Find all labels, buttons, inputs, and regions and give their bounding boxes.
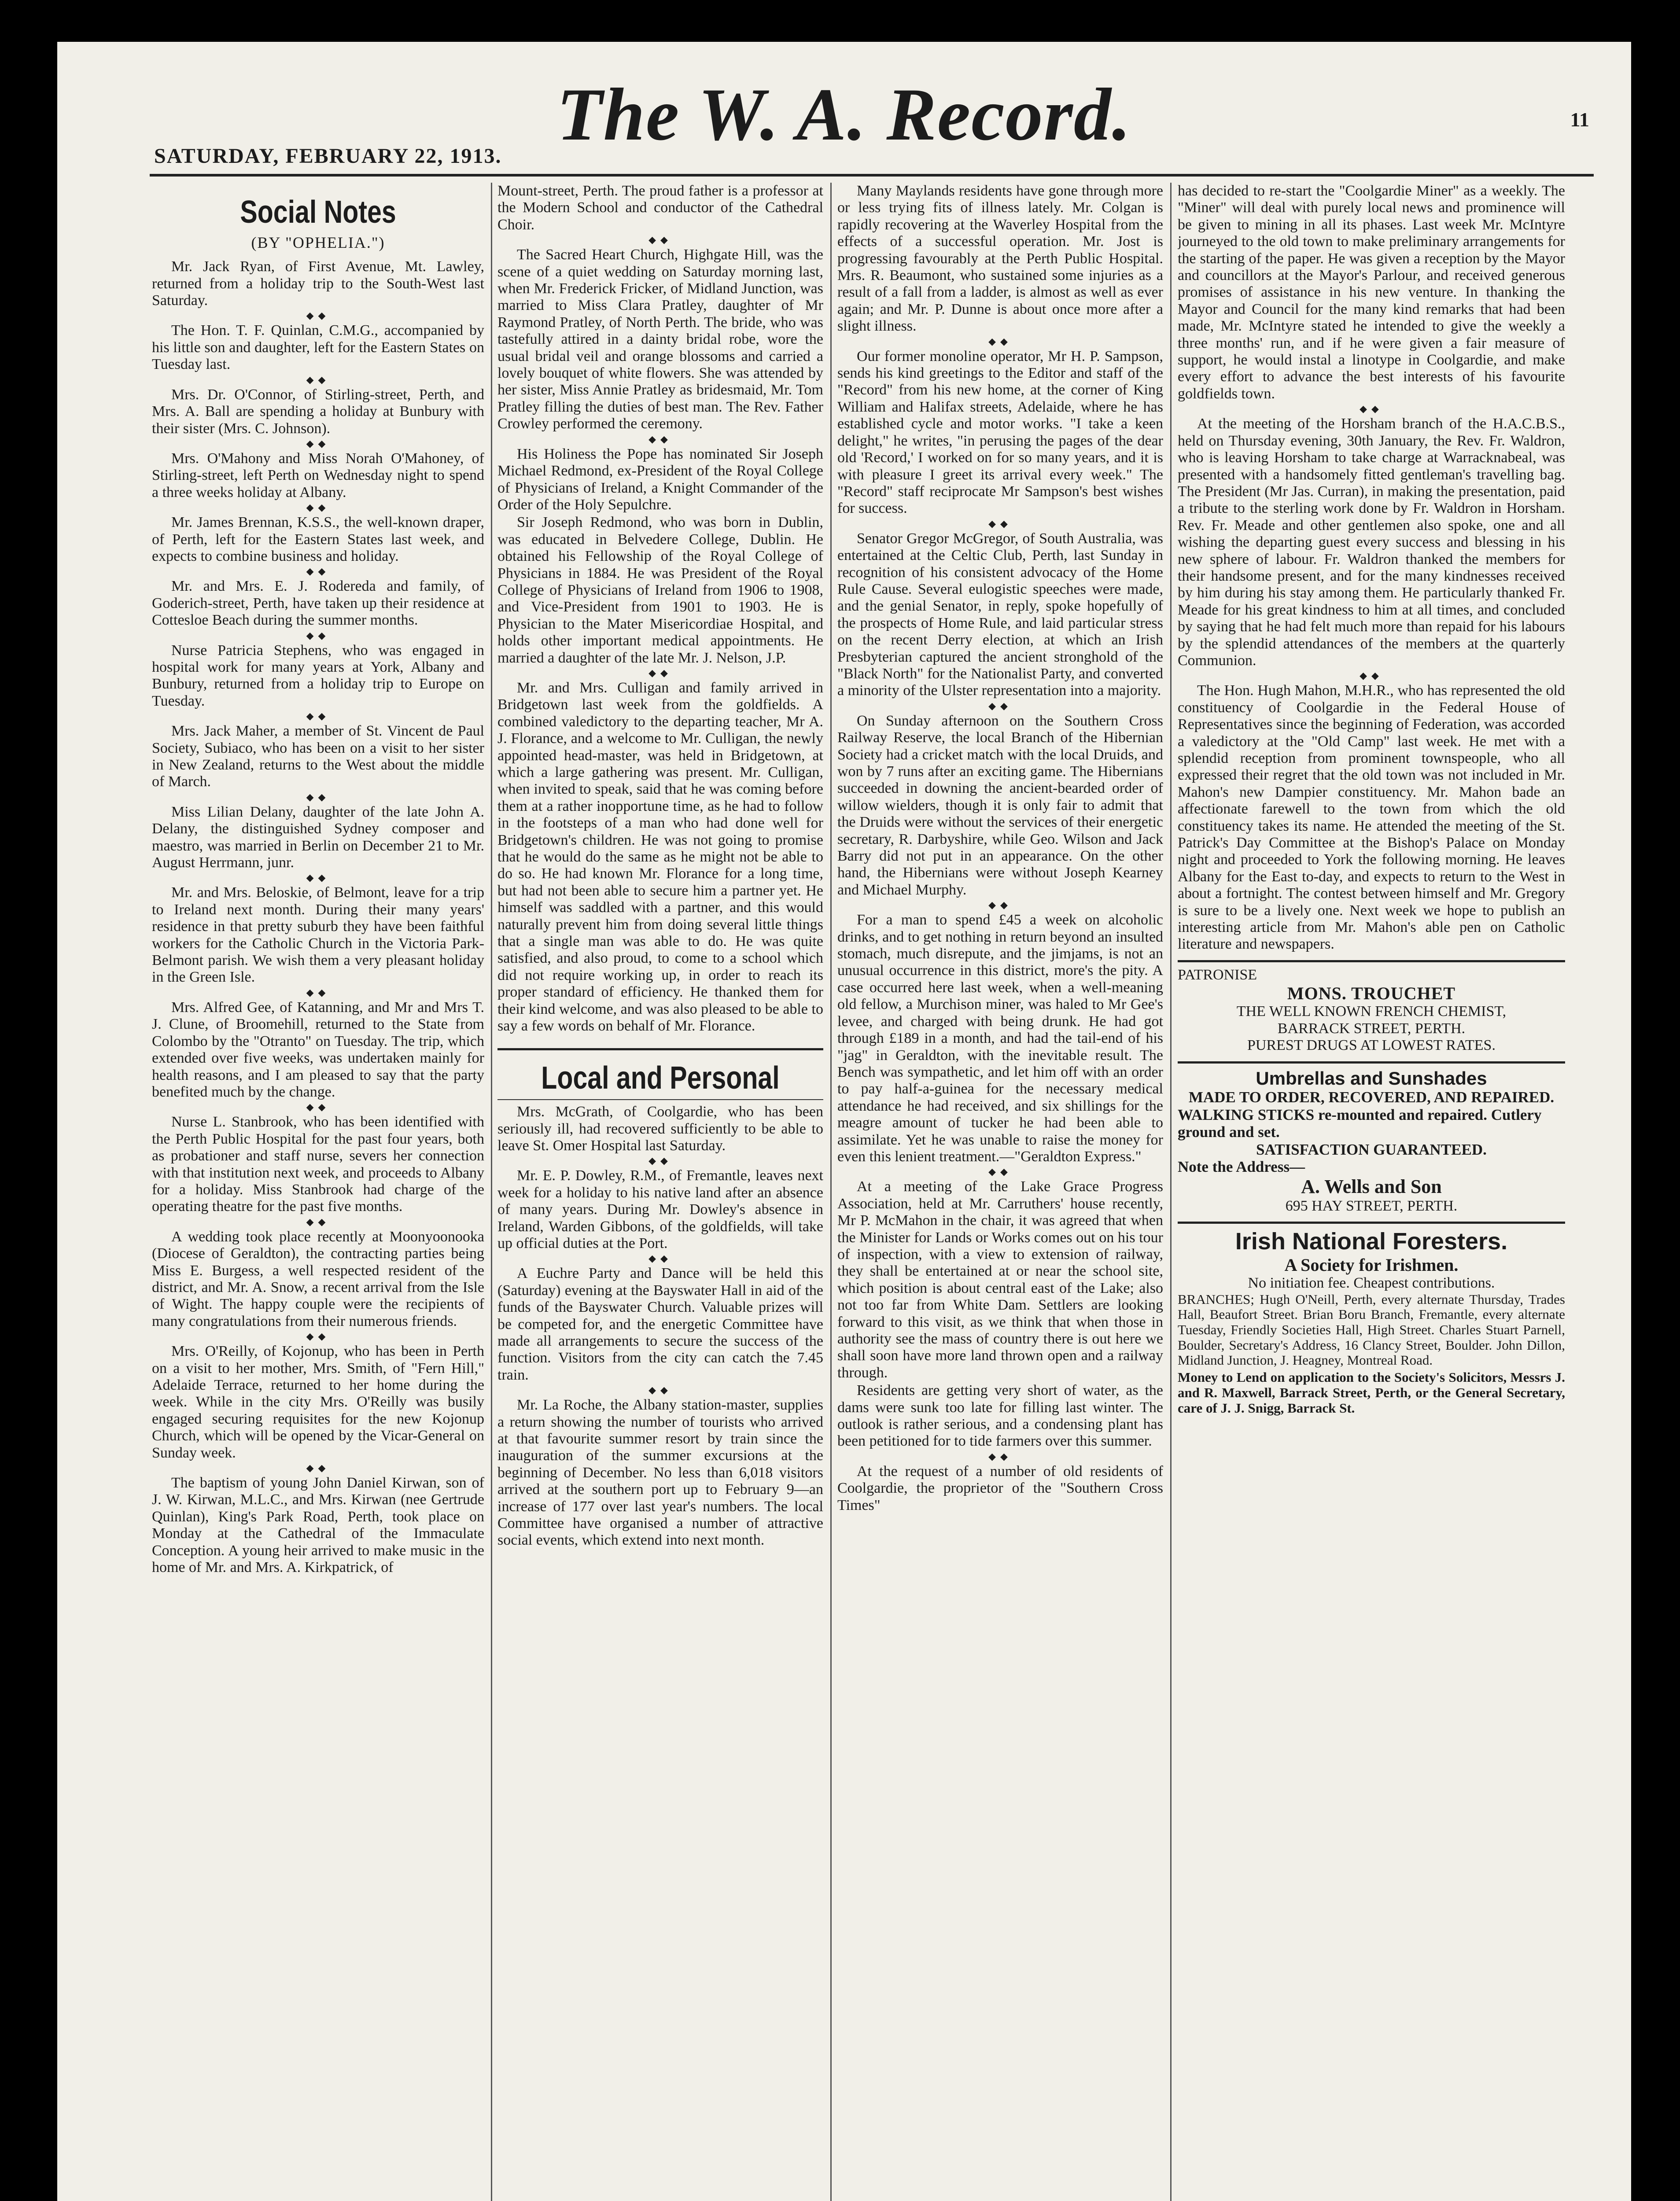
article-paragraph: Mr. E. P. Dowley, R.M., of Fremantle, leaves next week for a holiday to his native land after an absence of many years. During Mr. Dowley's absence in Ireland, Warden Gibbons, of the goldfields, will take up official duties at the Port. (497, 1167, 823, 1251)
page-number: 11 (1570, 108, 1589, 131)
article-paragraph: Mrs. O'Reilly, of Kojonup, who has been in Perth on a visit to her mother, Mrs. Smith, of "Fern Hill," Adelaide Terrace, returned to her home during the week. While in the city Mrs. O'Reilly was busily engaged securing requisites for the new Kojonup Church, which will be opened by the Vicar-General on Sunday week. (152, 1343, 484, 1461)
article-paragraph: Mr. and Mrs. Beloskie, of Belmont, leave for a trip to Ireland next month. During their many years' residence in that pretty suburb they have been faithful workers for the Catholic Church in the Victoria Park-Belmont parish. We wish them a very pleasant holiday in the Green Isle. (152, 884, 484, 986)
ornament-divider: ◆◆ (648, 1155, 672, 1167)
article-paragraph: At a meeting of the Lake Grace Progress Association, held at Mr. Carruthers' house recently, Mr P. McMahon in the chair, it was agreed that when the Minister for Lands or Works comes out on his tour of inspection, with a view to extension of railway, they shall be entertained at or near the school site, which position is about central east of the Lake; also not too far from White Dam. Settlers are looking forward to this visit, as we think that when those in authority see the mass of country there is out here we shall soon have more land thrown open and a railway through. (837, 1178, 1163, 1381)
advert-line: SATISFACTION GUARANTEED. (1256, 1141, 1487, 1158)
article-paragraph: Mr. La Roche, the Albany station-master, supplies a return showing the number of tourists who arrived at that favourite summer resort by train since the inauguration of the summer excursions at the beginning of December. No less than 6,018 visitors arrived at the southern port up to February 9—an increase of 177 over last year's numbers. The local Committee have organised a number of attractive social events, which extend into next month. (497, 1397, 823, 1549)
ornament-divider: ◆◆ (1359, 403, 1383, 415)
local-and-personal-heading: Local and Personal (541, 1060, 780, 1096)
article-paragraph: Mr. and Mrs. Culligan and family arrived in Bridgetown last week from the goldfields. A combined valedictory to the departing teacher, Mr A. J. Florance, and a welcome to Mr. Culligan, the newly appointed head-master, was held in Bridgetown, at which a large gathering was present. Mr. Culligan, when invited to speak, said that he was coming before them at a rather inopportune time, as he had to follow in the footsteps of a man who had done well for Bridgetown's children. He was not going to promise that he would do the same as he might not be able to do so. He had known Mr. Florance for a long time, but had not been able to secure him a partner yet. He himself was saddled with a partner, and this would naturally prevent him from doing several little things that a single man was able to do. He was quite satisfied, and also proud, to come to a school which did not require working up, in order to reach its proper standard of efficiency. He thanked them for their kind welcome, and was also pleased to be able to say a few words on behalf of Mr. Florance. (497, 679, 823, 1034)
advert-title: Irish National Foresters. (1235, 1228, 1508, 1255)
ornament-divider: ◆◆ (306, 310, 330, 321)
column-1 (152, 183, 484, 2201)
ornament-divider: ◆◆ (306, 374, 330, 385)
column-2 (497, 183, 823, 2201)
ornament-divider: ◆◆ (648, 433, 672, 445)
advert-line: MADE TO ORDER, RECOVERED, AND REPAIRED. (1188, 1089, 1555, 1106)
social-notes-heading: Social Notes (240, 195, 396, 230)
advert-line: No initiation fee. Cheapest contributions. (1248, 1275, 1495, 1292)
article-paragraph: Mrs. O'Mahony and Miss Norah O'Mahoney, of Stirling-street, left Perth on Wednesday night to spend a three weeks holiday at Albany. (152, 450, 484, 501)
advert-lead: PATRONISE (1178, 966, 1257, 983)
ornament-divider: ◆◆ (306, 629, 330, 641)
advert-name: A. Wells and Son (1301, 1175, 1442, 1197)
article-paragraph: On Sunday afternoon on the Southern Cross Railway Reserve, the local Branch of the Hibernian Society had a cricket match with the local Druids, and won by 7 runs after an exciting game. The Hibernians succeeded in downing the ancient-bearded order of willow wielders, though it is only fair to admit that the Druids were without the services of their energetic secretary, R. Darbyshire, while Geo. Wilson and Jack Barry did not put in an appearance. On the other hand, the Hibernians were without Joseph Kearney and Michael Murphy. (837, 712, 1163, 898)
advert-rule (1178, 1061, 1565, 1064)
advert-rule (1178, 960, 1565, 962)
dateline: SATURDAY, FEBRUARY 22, 1913. (154, 144, 502, 168)
newspaper-page (57, 42, 1631, 2201)
article-paragraph: Mount-street, Perth. The proud father is a professor at the Modern School and conductor of the Cathedral Choir. (497, 183, 823, 233)
article-paragraph: Senator Gregor McGregor, of South Australia, was entertained at the Celtic Club, Perth, last Sunday in recognition of his consistent advocacy of the Home Rule Cause. Several eulogistic speeches were made, and the genial Senator, in reply, spoke hopefully of the prospects of Home Rule, and laid particular stress on the recent Derry election, at which an Irish Presbyterian captured the ancient stronghold of the "Black North" for the Nationalist Party, and converted a minority of the Ulster representation into a majority. (837, 530, 1163, 699)
ornament-divider: ◆◆ (648, 234, 672, 246)
article-paragraph: The Sacred Heart Church, Highgate Hill, was the scene of a quiet wedding on Saturday morning last, when Mr. Frederick Fricker, of Midland Junction, was married to Miss Clara Pratley, daughter of Mr Raymond Pratley, of North Perth. The bride, who was tastefully attired in a dainty bridal robe, wore the usual bridal veil and orange blossoms and carried a lovely bouquet of white flowers. She was attended by her sister, Miss Annie Pratley as bridesmaid, Mr. Tom Pratley filling the duties of best man. The Rev. Father Crowley performed the ceremony. (497, 247, 823, 432)
ornament-divider: ◆◆ (988, 1450, 1012, 1462)
ornament-divider: ◆◆ (1359, 670, 1383, 681)
advert-rule (1178, 1222, 1565, 1224)
ornament-divider: ◆◆ (306, 986, 330, 998)
article-paragraph: Mrs. Jack Maher, a member of St. Vincent de Paul Society, Subiaco, who has been on a visit to her sister in New Zealand, returns to the West about the middle of March. (152, 723, 484, 790)
advert-branches: BRANCHES; Hugh O'Neill, Perth, every alternate Thursday, Trades Hall, Beaufort Street. Brian Boru Branch, Fremantle, every alternate Tuesday, Friendly Societies Hall, High Street. Charles Stuart Parnell, Boulder, Secretary's Address, 16 Clancy Street, Boulder. John Dillon, Midland Junction, J. Heagney, Montreal Road. (1178, 1291, 1565, 1368)
ornament-divider: ◆◆ (988, 335, 1012, 347)
ornament-divider: ◆◆ (988, 899, 1012, 911)
article-paragraph: The baptism of young John Daniel Kirwan, son of J. W. Kirwan, M.L.C., and Mrs. Kirwan (nee Gertrude Quinlan), King's Park Road, Perth, took place on Monday at the Cathedral of the Immaculate Conception. A young heir arrived to make music in the home of Mr. and Mrs. A. Kirkpatrick, of (152, 1475, 484, 1576)
ornament-divider: ◆◆ (306, 710, 330, 722)
section-rule (497, 1099, 823, 1100)
advert-line: PUREST DRUGS AT LOWEST RATES. (1247, 1037, 1496, 1054)
article-paragraph: Our former monoline operator, Mr H. P. Sampson, sends his kind greetings to the Editor and staff of the "Record" from his new home, at the corner of King William and Halifax streets, Adelaide, where he has established cycle and motor works. "I take a keen delight," he writes, "in perusing the pages of the dear old 'Record,' I worked on for so many years, and it is with pleasure I greet its arrival every week." The "Record" staff reciprocate Mr Sampson's best wishes for success. (837, 348, 1163, 517)
column-3 (837, 183, 1163, 2201)
ornament-divider: ◆◆ (648, 667, 672, 678)
ornament-divider: ◆◆ (306, 566, 330, 577)
advert-money: Money to Lend on application to the Society's Solicitors, Messrs J. and R. Maxwell, Barrack Street, Perth, or the General Secretary, care of J. J. Snigg, Barrack St. (1178, 1369, 1565, 1416)
article-paragraph: Mrs. Alfred Gee, of Katanning, and Mr and Mrs T. J. Clune, of Broomehill, returned to the State from Colombo by the "Otranto" on Tuesday. The trip, which extended over five weeks, was undertaken mainly for health reasons, and I am pleased to say that the party benefited much by the change. (152, 999, 484, 1100)
advert-line: THE WELL KNOWN FRENCH CHEMIST, (1236, 1003, 1507, 1020)
ornament-divider: ◆◆ (306, 1101, 330, 1113)
chemist-advert (1178, 967, 1565, 1054)
article-paragraph: A wedding took place recently at Moonyoonooka (Diocese of Geraldton), the contracting parties being Miss E. Burgess, a well respected resident of the district, and Mr. A. Snow, a recent arrival from the Isle of Wight. The happy couple were the recipients of many congratulations from their numerous friends. (152, 1228, 484, 1329)
article-paragraph: has decided to re-start the "Coolgardie Miner" as a weekly. The "Miner" will deal with purely local news and prominence will be given to mining in all its phases. Last week Mr. McIntyre journeyed to the old town to make preliminary arrangements for the starting of the paper. He was given a reception by the Mayor and councillors at the Mayor's Parlour, and received generous promises of assistance in his new venture. In thanking the Mayor and Council for the many kind remarks that had been made, Mr. McIntyre stated he intended to give the weekly a three months' run, and if he were given a fair measure of support, he would instal a linotype in Coolgardie, and make every effort to advance the best interests of his favourite goldfields town. (1178, 183, 1565, 402)
ornament-divider: ◆◆ (306, 1462, 330, 1474)
ornament-divider: ◆◆ (306, 872, 330, 883)
article-paragraph: Mrs. McGrath, of Coolgardie, who has been seriously ill, had recovered sufficiently to be able to leave St. Omer Hospital last Saturday. (497, 1104, 823, 1154)
advert-line: WALKING STICKS re-mounted and repaired. Cutlery ground and set. (1178, 1106, 1542, 1141)
column-rule (491, 183, 492, 2201)
ornament-divider: ◆◆ (988, 700, 1012, 711)
section-rule (497, 1048, 823, 1050)
ornament-divider: ◆◆ (306, 502, 330, 513)
article-paragraph: Residents are getting very short of water, as the dams were sunk too late for filling last winter. The outlook is rather serious, and a condensing plant has been petitioned for to tide farmers over this summer. (837, 1382, 1163, 1450)
article-paragraph: Mr. Jack Ryan, of First Avenue, Mt. Lawley, returned from a holiday trip to the South-West last Saturday. (152, 258, 484, 309)
ornament-divider: ◆◆ (306, 1331, 330, 1342)
foresters-advert (1178, 1228, 1565, 1416)
article-paragraph: For a man to spend £45 a week on alcoholic drinks, and to get nothing in return beyond an insulted stomach, much disrepute, and the jimjams, is not an unusual occurrence in this district, more's the pity. A case occurred here last week, when a well-meaning old fellow, a Murchison miner, was haled to Mr Gee's levee, and charged with being drunk. He had got through £189 in a month, and had the tail-end of his "jag" in Geraldton, with the inevitable result. The Bench was sympathetic, and let him off with an order to pay half-a-guinea for the necessary medical attendance he had received, and six shillings for the meagre amount of tucker he had been able to assimilate. Yet he was unable to raise the money for even this lenient treatment.—"Geraldton Express." (837, 912, 1163, 1165)
article-paragraph: At the meeting of the Horsham branch of the H.A.C.B.S., held on Thursday evening, 30th January, the Rev. Fr. Waldron, who is leaving Horsham to take charge at Warracknabeal, was presented with a handsomely fitted gentleman's travelling bag. The President (Mr Jas. Curran), in making the presentation, paid a tribute to the sterling work done by Fr. Waldron in Horsham. Rev. Fr. Meade and other gentlemen also spoke, one and all wishing the departing guest every success and blessing in his new sphere of labour. Fr. Waldron thanked the members for their handsome present, and for the many kindnesses received by him during his stay among them. He particularly thanked Fr. Meade for his great kindness to him at all times, and concluded by saying that he had felt much more than repaid for his labours by the splendid attendances of the members at the quarterly Communion. (1178, 416, 1565, 669)
advert-line: BARRACK STREET, PERTH. (1277, 1020, 1466, 1037)
advert-subtitle: A Society for Irishmen. (1284, 1255, 1459, 1275)
article-paragraph: Nurse L. Stanbrook, who has been identified with the Perth Public Hospital for the past four years, both as probationer and staff nurse, severs her connection with that institution next week, and proceeds to Albany for a holiday. Miss Stanbrook had charge of the operating theatre for the past five months. (152, 1114, 484, 1215)
column-4 (1178, 183, 1565, 2201)
ornament-divider: ◆◆ (648, 1253, 672, 1264)
masthead-rule (150, 174, 1594, 177)
article-paragraph: Mr. and Mrs. E. J. Rodereda and family, of Goderich-street, Perth, have taken up their residence at Cottesloe Beach during the summer months. (152, 578, 484, 629)
column-rule (1170, 183, 1172, 2201)
column-rule (830, 183, 832, 2201)
article-paragraph: Many Maylands residents have gone through more or less trying fits of illness lately. Mr. Colgan is rapidly recovering at the Waverley Hospital from the effects of a successful operation. Mr. Jost is progressing favourably at the Perth Public Hospital. Mrs. R. Beaumont, who sustained some injuries as a result of a fall from a ladder, is almost as well as ever again; and Mr. P. Dunne is about once more after a slight illness. (837, 183, 1163, 335)
article-paragraph: Mrs. Dr. O'Connor, of Stirling-street, Perth, and Mrs. A. Ball are spending a holiday at Bunbury with their sister (Mrs. C. Johnson). (152, 386, 484, 437)
article-paragraph: The Hon. T. F. Quinlan, C.M.G., accompanied by his little son and daughter, left for the Eastern States on Tuesday last. (152, 322, 484, 373)
ornament-divider: ◆◆ (648, 1384, 672, 1396)
advert-address: 695 HAY STREET, PERTH. (1285, 1197, 1458, 1214)
article-paragraph: Sir Joseph Redmond, who was born in Dublin, was educated in Belvedere College, Dublin. He obtained his Fellowship of the Royal College of Physicians in 1884. He was President of the Royal College of Physicians of Ireland from 1906 to 1908, and Vice-President from 1901 to 1903. He is Physician to the Mater Misericordiae Hospital, and holds other important medical appointments. He married a daughter of the late Mr. J. Nelson, J.P. (497, 514, 823, 666)
advert-line: Note the Address— (1178, 1158, 1305, 1176)
article-paragraph: Mr. James Brennan, K.S.S., the well-known draper, of Perth, left for the Eastern States last week, and expects to combine business and holiday. (152, 514, 484, 564)
ornament-divider: ◆◆ (306, 1216, 330, 1227)
article-paragraph: A Euchre Party and Dance will be held this (Saturday) evening at the Bayswater Hall in aid of the funds of the Bayswater Church. Valuable prizes will be competed for, and the energetic Committee have made all arrangements to secure the success of the function. Visitors from the city can catch the 7.45 train. (497, 1265, 823, 1383)
byline: (BY "OPHELIA.") (251, 233, 385, 251)
advert-name: MONS. TROUCHET (1287, 983, 1456, 1004)
article-paragraph: The Hon. Hugh Mahon, M.H.R., who has represented the old constituency of Coolgardie in the Federal House of Representatives since the beginning of Federation, was accorded a valedictory at the "Old Camp" last week. He met with a splendid reception from prominent townspeople, who all expressed their regret that the old town was not included in Mr. Mahon's new Dampier constituency. Mr. Mahon bade an affectionate farewell to the town from which the old constituency takes its name. He attended the meeting of the St. Patrick's Day Committee at the Bishop's Palace on Monday night and proceeded to York the following morning. He leaves Albany for the East to-day, and expects to return to the West in about a fortnight. The contest between himself and Mr. Gregory is sure to be a lively one. Next week we hope to publish an interesting article from Mr. Mahon's able pen on Catholic literature and newspapers. (1178, 682, 1565, 953)
ornament-divider: ◆◆ (306, 438, 330, 449)
article-paragraph: At the request of a number of old residents of Coolgardie, the proprietor of the "Southern Cross Times" (837, 1463, 1163, 1513)
umbrella-advert (1178, 1068, 1565, 1215)
article-paragraph: His Holiness the Pope has nominated Sir Joseph Michael Redmond, ex-President of the Royal College of Physicians of Ireland, a Knight Commander of the Order of the Holy Sepulchre. (497, 445, 823, 513)
masthead-title: The W. A. Record. (556, 73, 1132, 156)
article-paragraph: Miss Lilian Delany, daughter of the late John A. Delany, the distinguished Sydney composer and maestro, was married in Berlin on December 21 to Mr. August Herrmann, junr. (152, 803, 484, 871)
ornament-divider: ◆◆ (306, 791, 330, 802)
advert-title: Umbrellas and Sunshades (1256, 1067, 1487, 1089)
ornament-divider: ◆◆ (988, 518, 1012, 529)
article-paragraph: Nurse Patricia Stephens, who was engaged in hospital work for many years at York, Albany and Bunbury, returned from a holiday trip to Europe on Tuesday. (152, 642, 484, 709)
ornament-divider: ◆◆ (988, 1166, 1012, 1178)
